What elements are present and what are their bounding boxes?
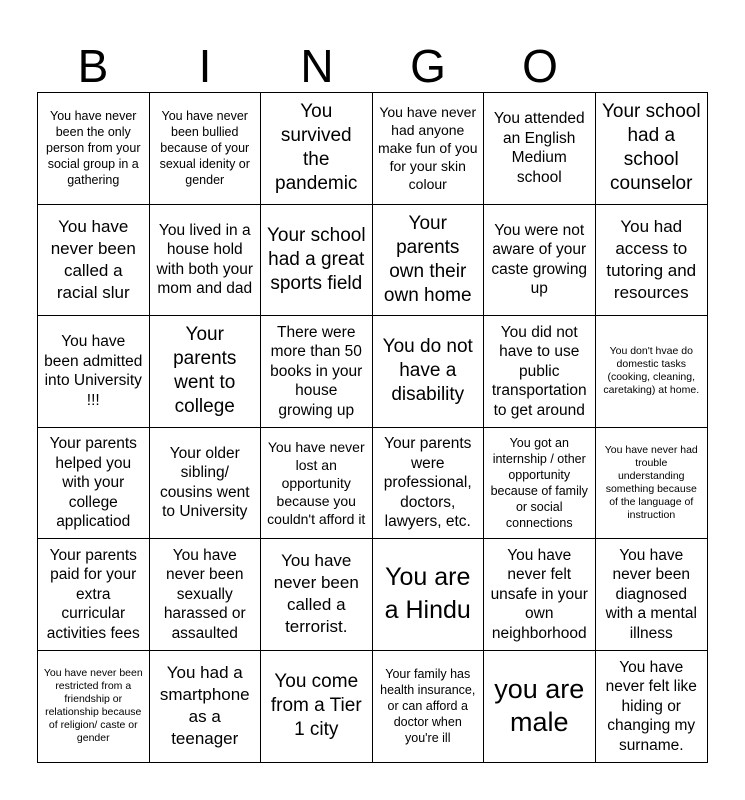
title-letter-g: G [410, 40, 446, 92]
bingo-cell[interactable]: Your parents went to college [150, 316, 262, 428]
bingo-cell[interactable]: You have never had anyone make fun of you for your skin colour [373, 93, 485, 205]
bingo-cell[interactable]: There were more than 50 books in your house growing up [261, 316, 373, 428]
bingo-cell[interactable]: You have never felt unsafe in your own neighborhood [484, 539, 596, 651]
title-letter-n: N [300, 40, 334, 92]
bingo-cell[interactable]: You have never been the only person from your social group in a gathering [38, 93, 150, 205]
bingo-cell[interactable]: You have been admitted into University !!! [38, 316, 150, 428]
bingo-cell[interactable]: You come from a Tier 1 city [261, 651, 373, 763]
bingo-cell[interactable]: You do not have a disability [373, 316, 485, 428]
bingo-title [37, 36, 708, 92]
title-letter-o: O [522, 40, 558, 92]
title-letter-b: B [77, 40, 109, 92]
bingo-cell[interactable]: you are male [484, 651, 596, 763]
bingo-cell[interactable]: You had a smartphone as a teenager [150, 651, 262, 763]
bingo-cell[interactable]: You got an internship / other opportunity because of family or social connections [484, 428, 596, 540]
bingo-cell[interactable]: You are a Hindu [373, 539, 485, 651]
bingo-cell[interactable]: Your school had a school counselor [596, 93, 708, 205]
bingo-cell[interactable]: You don't hvae do domestic tasks (cooking, cleaning, caretaking) at home. [596, 316, 708, 428]
bingo-card [37, 92, 708, 763]
bingo-cell[interactable]: Your parents own their own home [373, 205, 485, 317]
bingo-cell[interactable]: Your parents were professional, doctors, lawyers, etc. [373, 428, 485, 540]
bingo-cell[interactable]: You lived in a house hold with both your mom and dad [150, 205, 262, 317]
bingo-cell[interactable]: You have never been bullied because of your sexual idenity or gender [150, 93, 262, 205]
bingo-cell[interactable]: You have never been called a racial slur [38, 205, 150, 317]
bingo-cell[interactable]: You have never been called a terrorist. [261, 539, 373, 651]
bingo-cell[interactable]: You have never been diagnosed with a mental illness [596, 539, 708, 651]
bingo-cell[interactable]: Your family has health insurance, or can afford a doctor when you're ill [373, 651, 485, 763]
bingo-cell[interactable]: You have never been sexually harassed or assaulted [150, 539, 262, 651]
bingo-cell[interactable]: Your parents helped you with your college applicatiod [38, 428, 150, 540]
bingo-cell[interactable]: Your parents paid for your extra curricular activities fees [38, 539, 150, 651]
bingo-cell[interactable]: Your school had a great sports field [261, 205, 373, 317]
bingo-cell[interactable]: You attended an English Medium school [484, 93, 596, 205]
bingo-cell[interactable]: You had access to tutoring and resources [596, 205, 708, 317]
bingo-cell[interactable]: You have never had trouble understanding something because of the language of instruction [596, 428, 708, 540]
bingo-cell[interactable]: You were not aware of your caste growing up [484, 205, 596, 317]
bingo-cell[interactable]: Your older sibling/ cousins went to University [150, 428, 262, 540]
title-letter-i: I [198, 40, 212, 92]
bingo-cell[interactable]: You have never been restricted from a friendship or relationship because of religion/ caste or gender [38, 651, 150, 763]
bingo-cell[interactable]: You did not have to use public transportation to get around [484, 316, 596, 428]
bingo-cell[interactable]: You survived the pandemic [261, 93, 373, 205]
bingo-cell[interactable]: You have never felt like hiding or changing my surname. [605, 658, 697, 754]
bingo-cell[interactable]: You have never lost an opportunity because you couldn't afford it [261, 428, 373, 540]
